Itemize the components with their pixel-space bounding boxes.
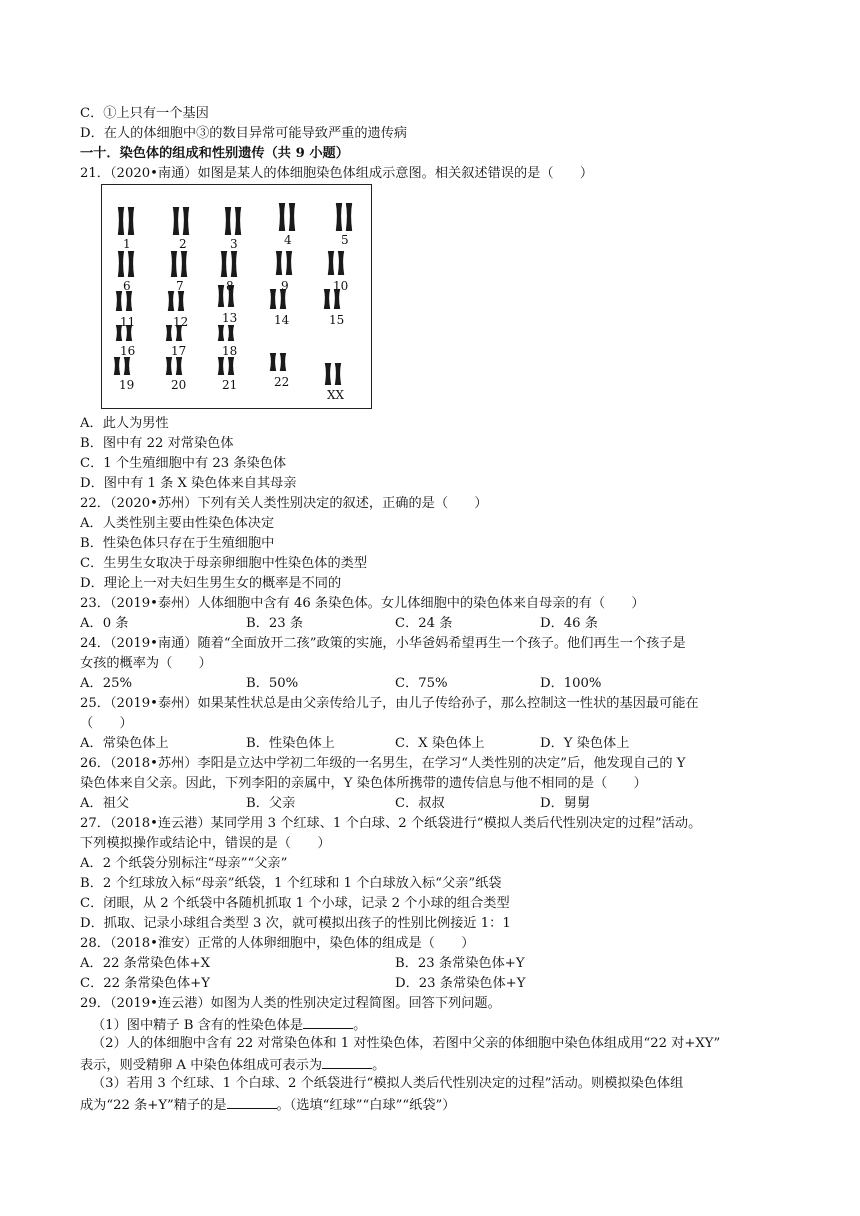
chromosome-glyph (276, 251, 282, 275)
chromosome-glyph (181, 251, 187, 277)
chromosome-glyph (166, 325, 172, 341)
q29-part-1-end: 。 (353, 1018, 367, 1033)
chromosome-glyph (328, 251, 334, 275)
option-d-line: D．在人的体细胞中③的数目异常可能导致严重的遗传病 (80, 126, 408, 141)
q26-option-a: A．祖父 (80, 796, 130, 811)
q28-option-b: B．23 条常染色体+Y (395, 956, 525, 971)
karyotype-chromosomes (102, 185, 371, 408)
chromosome-label: 18 (222, 344, 238, 358)
question-25-cont: （ ） (80, 716, 133, 731)
chromosome-label: 17 (171, 344, 187, 358)
chromosome-glyph (221, 251, 227, 277)
chromosome-label: 4 (284, 233, 292, 247)
chromosome-glyph (270, 353, 276, 371)
chromosome-glyph (280, 353, 286, 371)
chromosome-glyph (289, 203, 295, 231)
chromosome-label: 20 (171, 378, 187, 392)
chromosome-glyph (218, 285, 224, 307)
chromosome-label: 16 (120, 344, 136, 358)
chromosome-glyph (231, 251, 237, 277)
chromosome-label: 12 (173, 315, 189, 329)
chromosome-label: 15 (329, 313, 345, 327)
q24-option-b: B．50% (246, 676, 299, 691)
question-24: 24．（2019•南通）随着“全面放开二孩”政策的实施，小华爸妈希望再生一个孩子。他们再生一个孩子是 (80, 636, 686, 651)
q29-part-3-text: 成为“22 条+Y”精子的是 (80, 1098, 227, 1113)
q29-part-2: （2）人的体细胞中含有 22 对常染色体和 1 对性染色体，若图中父亲的体细胞中染色体组成用“22 对+XY” (92, 1036, 721, 1051)
chromosome-glyph (183, 207, 189, 235)
chromosome-label: 3 (230, 237, 238, 251)
chromosome-label: 13 (222, 311, 238, 325)
chromosome-label: 8 (226, 279, 234, 293)
q27-option-c: C．闭眼，从 2 个纸袋中各随机抓取 1 个小球，记录 2 个小球的组合类型 (80, 896, 510, 911)
q25-option-a: A．常染色体上 (80, 736, 169, 751)
q26-option-b: B．父亲 (246, 796, 296, 811)
chromosome-glyph (335, 363, 341, 385)
chromosome-label: XX (327, 388, 345, 402)
q21-option-d: D．图中有 1 条 X 染色体来自其母亲 (80, 476, 297, 491)
chromosome-glyph (228, 357, 234, 375)
q23-option-a: A．0 条 (80, 616, 129, 631)
q23-option-c: C．24 条 (395, 616, 453, 631)
q29-part-2-text: 表示，则受精卵 A 中染色体组成可表示为 (80, 1058, 323, 1073)
chromosome-glyph (118, 251, 124, 277)
chromosome-glyph (168, 291, 174, 311)
chromosome-glyph (166, 357, 172, 375)
question-28: 28．（2018•淮安）正常的人体卵细胞中，染色体的组成是（ ） (80, 936, 475, 951)
q21-option-a: A．此人为男性 (80, 416, 169, 431)
q22-option-a: A．人类性别主要由性染色体决定 (80, 516, 275, 531)
chromosome-label: 2 (179, 237, 187, 251)
q28-option-a: A．22 条常染色体+X (80, 956, 211, 971)
question-24-cont: 女孩的概率为（ ） (80, 656, 212, 671)
answer-blank (322, 1054, 372, 1069)
q24-option-c: C．75% (395, 676, 448, 691)
q27-option-a: A．2 个纸袋分别标注“母亲”“父亲” (80, 856, 288, 871)
chromosome-glyph (178, 291, 184, 311)
chromosome-label: 1 (123, 237, 131, 251)
chromosome-glyph (124, 357, 130, 375)
q22-option-c: C．生男生女取决于母亲卵细胞中性染色体的类型 (80, 556, 368, 571)
q24-option-d: D．100% (540, 676, 602, 691)
q27-option-d: D．抓取、记录小球组合类型 3 次，就可模拟出孩子的性别比例接近 1：1 (80, 916, 511, 931)
chromosome-glyph (128, 207, 134, 235)
chromosome-label: 5 (341, 233, 349, 247)
q29-part-3-end: 。（选填“红球”“白球”“纸袋”） (276, 1098, 456, 1113)
q29-part-3-cont (80, 1094, 455, 1116)
chromosome-glyph (128, 251, 134, 277)
chromosome-label: 6 (123, 279, 131, 293)
q25-option-c: C．X 染色体上 (395, 736, 485, 751)
q29-part-1 (92, 1014, 366, 1036)
question-29: 29．（2019•连云港）如图为人类的性别决定过程简图。回答下列问题。 (80, 996, 501, 1011)
chromosome-glyph (338, 251, 344, 275)
q23-option-d: D．46 条 (540, 616, 598, 631)
q28-option-c: C．22 条常染色体+Y (80, 976, 210, 991)
karyotype-figure (101, 184, 372, 409)
q23-option-b: B．23 条 (246, 616, 304, 631)
q27-option-b: B．2 个红球放入标“母亲”纸袋，1 个红球和 1 个白球放入标“父亲”纸袋 (80, 876, 502, 891)
section-heading: 一十．染色体的组成和性别遗传（共 9 小题） (80, 146, 349, 161)
q25-option-d: D．Y 染色体上 (540, 736, 630, 751)
chromosome-glyph (114, 357, 120, 375)
q26-option-d: D．舅舅 (540, 796, 591, 811)
chromosome-glyph (346, 203, 352, 231)
question-26: 26．（2018•苏州）李阳是立达中学初二年级的一名男生，在学习“人类性别的决定”后，他发现自己的 Y (80, 756, 686, 771)
q29-part-2-cont (80, 1054, 385, 1076)
chromosome-glyph (225, 207, 231, 235)
chromosome-label: 10 (333, 279, 349, 293)
question-23: 23．（2019•泰州）人体细胞中含有 46 条染色体。女儿体细胞中的染色体来自母亲的有（ ） (80, 596, 645, 611)
question-22: 22．（2020•苏州）下列有关人类性别决定的叙述，正确的是（ ） (80, 496, 488, 511)
chromosome-glyph (118, 207, 124, 235)
q28-option-d: D．23 条常染色体+Y (395, 976, 526, 991)
chromosome-label: 7 (176, 279, 184, 293)
chromosome-label: 22 (274, 375, 290, 389)
chromosome-glyph (279, 203, 285, 231)
question-27-cont: 下列模拟操作或结论中，错误的是（ ） (80, 836, 331, 851)
chromosome-label: 19 (119, 378, 135, 392)
q21-option-b: B．图中有 22 对常染色体 (80, 436, 234, 451)
q29-part-3: （3）若用 3 个红球、1 个白球、2 个纸袋进行“模拟人类后代性别决定的过程”活动。则模拟染色体组 (92, 1076, 684, 1091)
question-27: 27．（2018•连云港）某同学用 3 个红球、1 个白球、2 个纸袋进行“模拟人类后代性别决定的过程”活动。 (80, 816, 702, 831)
chromosome-glyph (336, 203, 342, 231)
question-21: 21．（2020•南通）如图是某人的体细胞染色体组成示意图。相关叙述错误的是（ ） (80, 166, 594, 181)
q26-option-c: C．叔叔 (395, 796, 445, 811)
chromosome-glyph (270, 289, 276, 309)
q24-option-a: A．25% (80, 676, 133, 691)
q21-option-c: C．1 个生殖细胞中有 23 条染色体 (80, 456, 287, 471)
chromosome-glyph (286, 251, 292, 275)
chromosome-label: 9 (281, 279, 289, 293)
chromosome-glyph (126, 291, 132, 311)
chromosome-glyph (325, 363, 331, 385)
q22-option-b: B．性染色体只存在于生殖细胞中 (80, 536, 275, 551)
answer-blank (227, 1094, 277, 1109)
chromosome-glyph (218, 357, 224, 375)
chromosome-glyph (218, 325, 224, 341)
chromosome-label: 11 (120, 315, 136, 329)
chromosome-glyph (173, 207, 179, 235)
chromosome-glyph (116, 291, 122, 311)
chromosome-glyph (228, 325, 234, 341)
answer-blank (303, 1014, 353, 1029)
q29-part-1-text: （1）图中精子 B 含有的性染色体是 (92, 1018, 304, 1033)
q22-option-d: D．理论上一对夫妇生男生女的概率是不同的 (80, 576, 342, 591)
chromosome-glyph (235, 207, 241, 235)
question-26-cont: 染色体来自父亲。因此，下列李阳的亲属中，Y 染色体所携带的遗传信息与他不相同的是（ ） (80, 776, 647, 791)
q25-option-b: B．性染色体上 (246, 736, 335, 751)
option-c-line: C．①上只有一个基因 (80, 106, 209, 121)
question-25: 25．（2019•泰州）如果某性状总是由父亲传给儿子，由儿子传给孙子，那么控制这一性状的基因最可能在 (80, 696, 699, 711)
chromosome-glyph (171, 251, 177, 277)
chromosome-label: 14 (274, 313, 290, 327)
chromosome-glyph (324, 289, 330, 309)
chromosome-glyph (176, 357, 182, 375)
chromosome-label: 21 (222, 378, 238, 392)
q29-part-2-end: 。 (372, 1058, 386, 1073)
